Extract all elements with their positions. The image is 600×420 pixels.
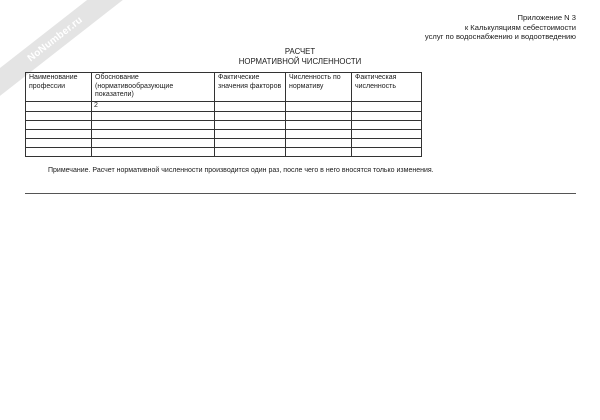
header-profession: Наименование профессии [26,73,92,102]
table-row [26,102,422,112]
appendix-line-1: Приложение N 3 [517,13,576,22]
table-cell[interactable] [92,111,215,120]
table-cell[interactable] [92,120,215,129]
table-row [26,129,422,138]
title-line-2: НОРМАТИВНОЙ ЧИСЛЕННОСТИ [238,56,362,66]
table-cell[interactable]: 2 [92,102,215,112]
table-cell[interactable] [352,138,422,147]
table-cell[interactable] [215,111,286,120]
table-cell[interactable] [352,129,422,138]
document-title [0,47,600,66]
staffing-table [25,72,422,157]
table-row [26,111,422,120]
table-cell[interactable] [26,120,92,129]
watermark-text: NoNumber.ru [25,14,85,64]
table-header-row [26,73,422,102]
header-justification: Обоснование (нормативообразующие показатели) [92,73,215,102]
appendix-block [425,13,576,42]
table-cell[interactable] [286,138,352,147]
table-cell[interactable] [92,129,215,138]
table-cell[interactable] [286,111,352,120]
appendix-line-2: к Калькуляциям себестоимости [464,22,576,32]
table-cell[interactable] [286,120,352,129]
table-cell[interactable] [26,147,92,156]
table-cell[interactable] [215,129,286,138]
table-cell[interactable] [215,120,286,129]
table-cell[interactable] [26,111,92,120]
header-normative-count: Численность по нормативу [286,73,352,102]
table-cell[interactable] [352,111,422,120]
table-cell[interactable] [26,129,92,138]
header-actual-count: Фактическая численность [352,73,422,102]
table-cell[interactable] [215,138,286,147]
table-cell[interactable] [352,102,422,112]
table-cell[interactable] [352,147,422,156]
table-cell[interactable] [352,120,422,129]
note-text: Примечание. Расчет нормативной численности производится один раз, после чего в него вносятся только изменения. [48,167,434,174]
table-cell[interactable] [215,102,286,112]
table-cell[interactable] [286,129,352,138]
table-cell[interactable] [286,102,352,112]
table-row [26,147,422,156]
table-row [26,120,422,129]
header-factor-values: Фактические значения факторов [215,73,286,102]
table-cell[interactable] [92,147,215,156]
table-cell[interactable] [286,147,352,156]
table-row [26,138,422,147]
table-cell[interactable] [92,138,215,147]
divider-line [25,193,576,194]
table-cell[interactable] [26,102,92,112]
table-cell[interactable] [215,147,286,156]
table-cell[interactable] [26,138,92,147]
appendix-line-3: услуг по водоснабжению и водоотведению [424,32,576,42]
title-line-1: РАСЧЕТ [284,47,316,56]
